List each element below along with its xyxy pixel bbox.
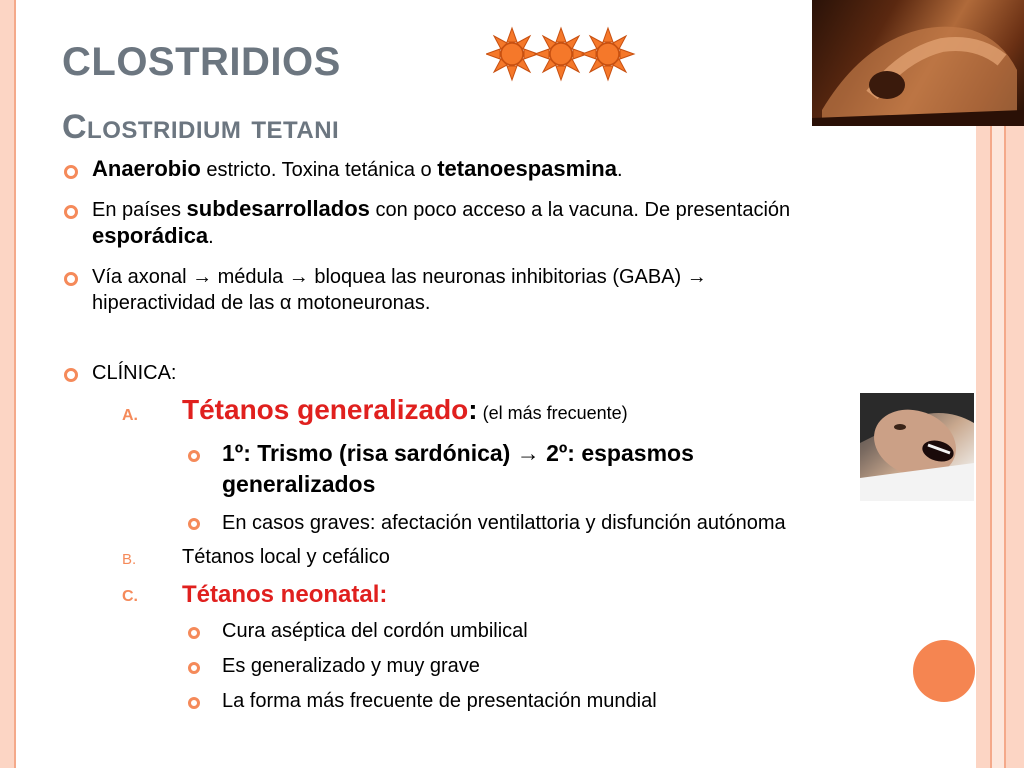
list-letter-b: B. <box>122 551 137 568</box>
trismo-item: 1º: Trismo (risa sardónica) → 2º: espasmos generalizados <box>222 440 694 497</box>
list-letter-a: A. <box>122 407 138 424</box>
decorative-orange-circle <box>913 640 975 702</box>
risus-sardonicus-photo <box>860 393 974 501</box>
casos-graves-item: En casos graves: afectación ventilattoria y disfunción autónoma <box>222 512 786 534</box>
bullet-icon <box>188 450 200 462</box>
bullet-paises: En países subdesarrollados con poco acceso a la vacuna. De presentación esporádica. <box>92 196 791 248</box>
forma-frecuente-item: La forma más frecuente de presentación mundial <box>222 690 657 712</box>
tetanos-neonatal-heading: Tétanos neonatal: <box>182 581 388 608</box>
suns-decoration <box>486 26 636 82</box>
bullet-icon <box>64 368 78 382</box>
left-decor-stripe <box>0 0 14 768</box>
slide-subtitle: Clostridium tetani <box>62 108 340 146</box>
sun-icon <box>582 28 634 80</box>
bullet-anaerobio: Anaerobio estricto. Toxina tetánica o tetanoespasmina. <box>92 156 623 181</box>
bullet-icon <box>188 627 200 639</box>
generalizado-grave-item: Es generalizado y muy grave <box>222 655 480 677</box>
bullet-icon <box>64 165 78 179</box>
list-letter-c: C. <box>122 588 138 605</box>
bullet-via-axonal: Vía axonal → médula → bloquea las neuronas inhibitorias (GABA) → hiperactividad de las α motoneuronas. <box>92 266 707 314</box>
cura-aseptica-item: Cura aséptica del cordón umbilical <box>222 620 528 642</box>
bullet-clinica: CLÍNICA: <box>92 362 177 384</box>
bullet-icon <box>188 518 200 530</box>
tetanus-opisthotonus-painting <box>812 0 1024 126</box>
sun-icon <box>535 28 587 80</box>
tetanos-generalizado-heading: Tétanos generalizado: (el más frecuente) <box>182 394 628 425</box>
tetanos-local-heading: Tétanos local y cefálico <box>182 546 390 568</box>
bullet-icon <box>64 272 78 286</box>
slide-title: CLOSTRIDIOS <box>62 40 341 84</box>
bullet-icon <box>188 662 200 674</box>
bullet-icon <box>188 697 200 709</box>
sun-icon <box>486 28 538 80</box>
left-decor-line <box>14 0 16 768</box>
bullet-icon <box>64 205 78 219</box>
